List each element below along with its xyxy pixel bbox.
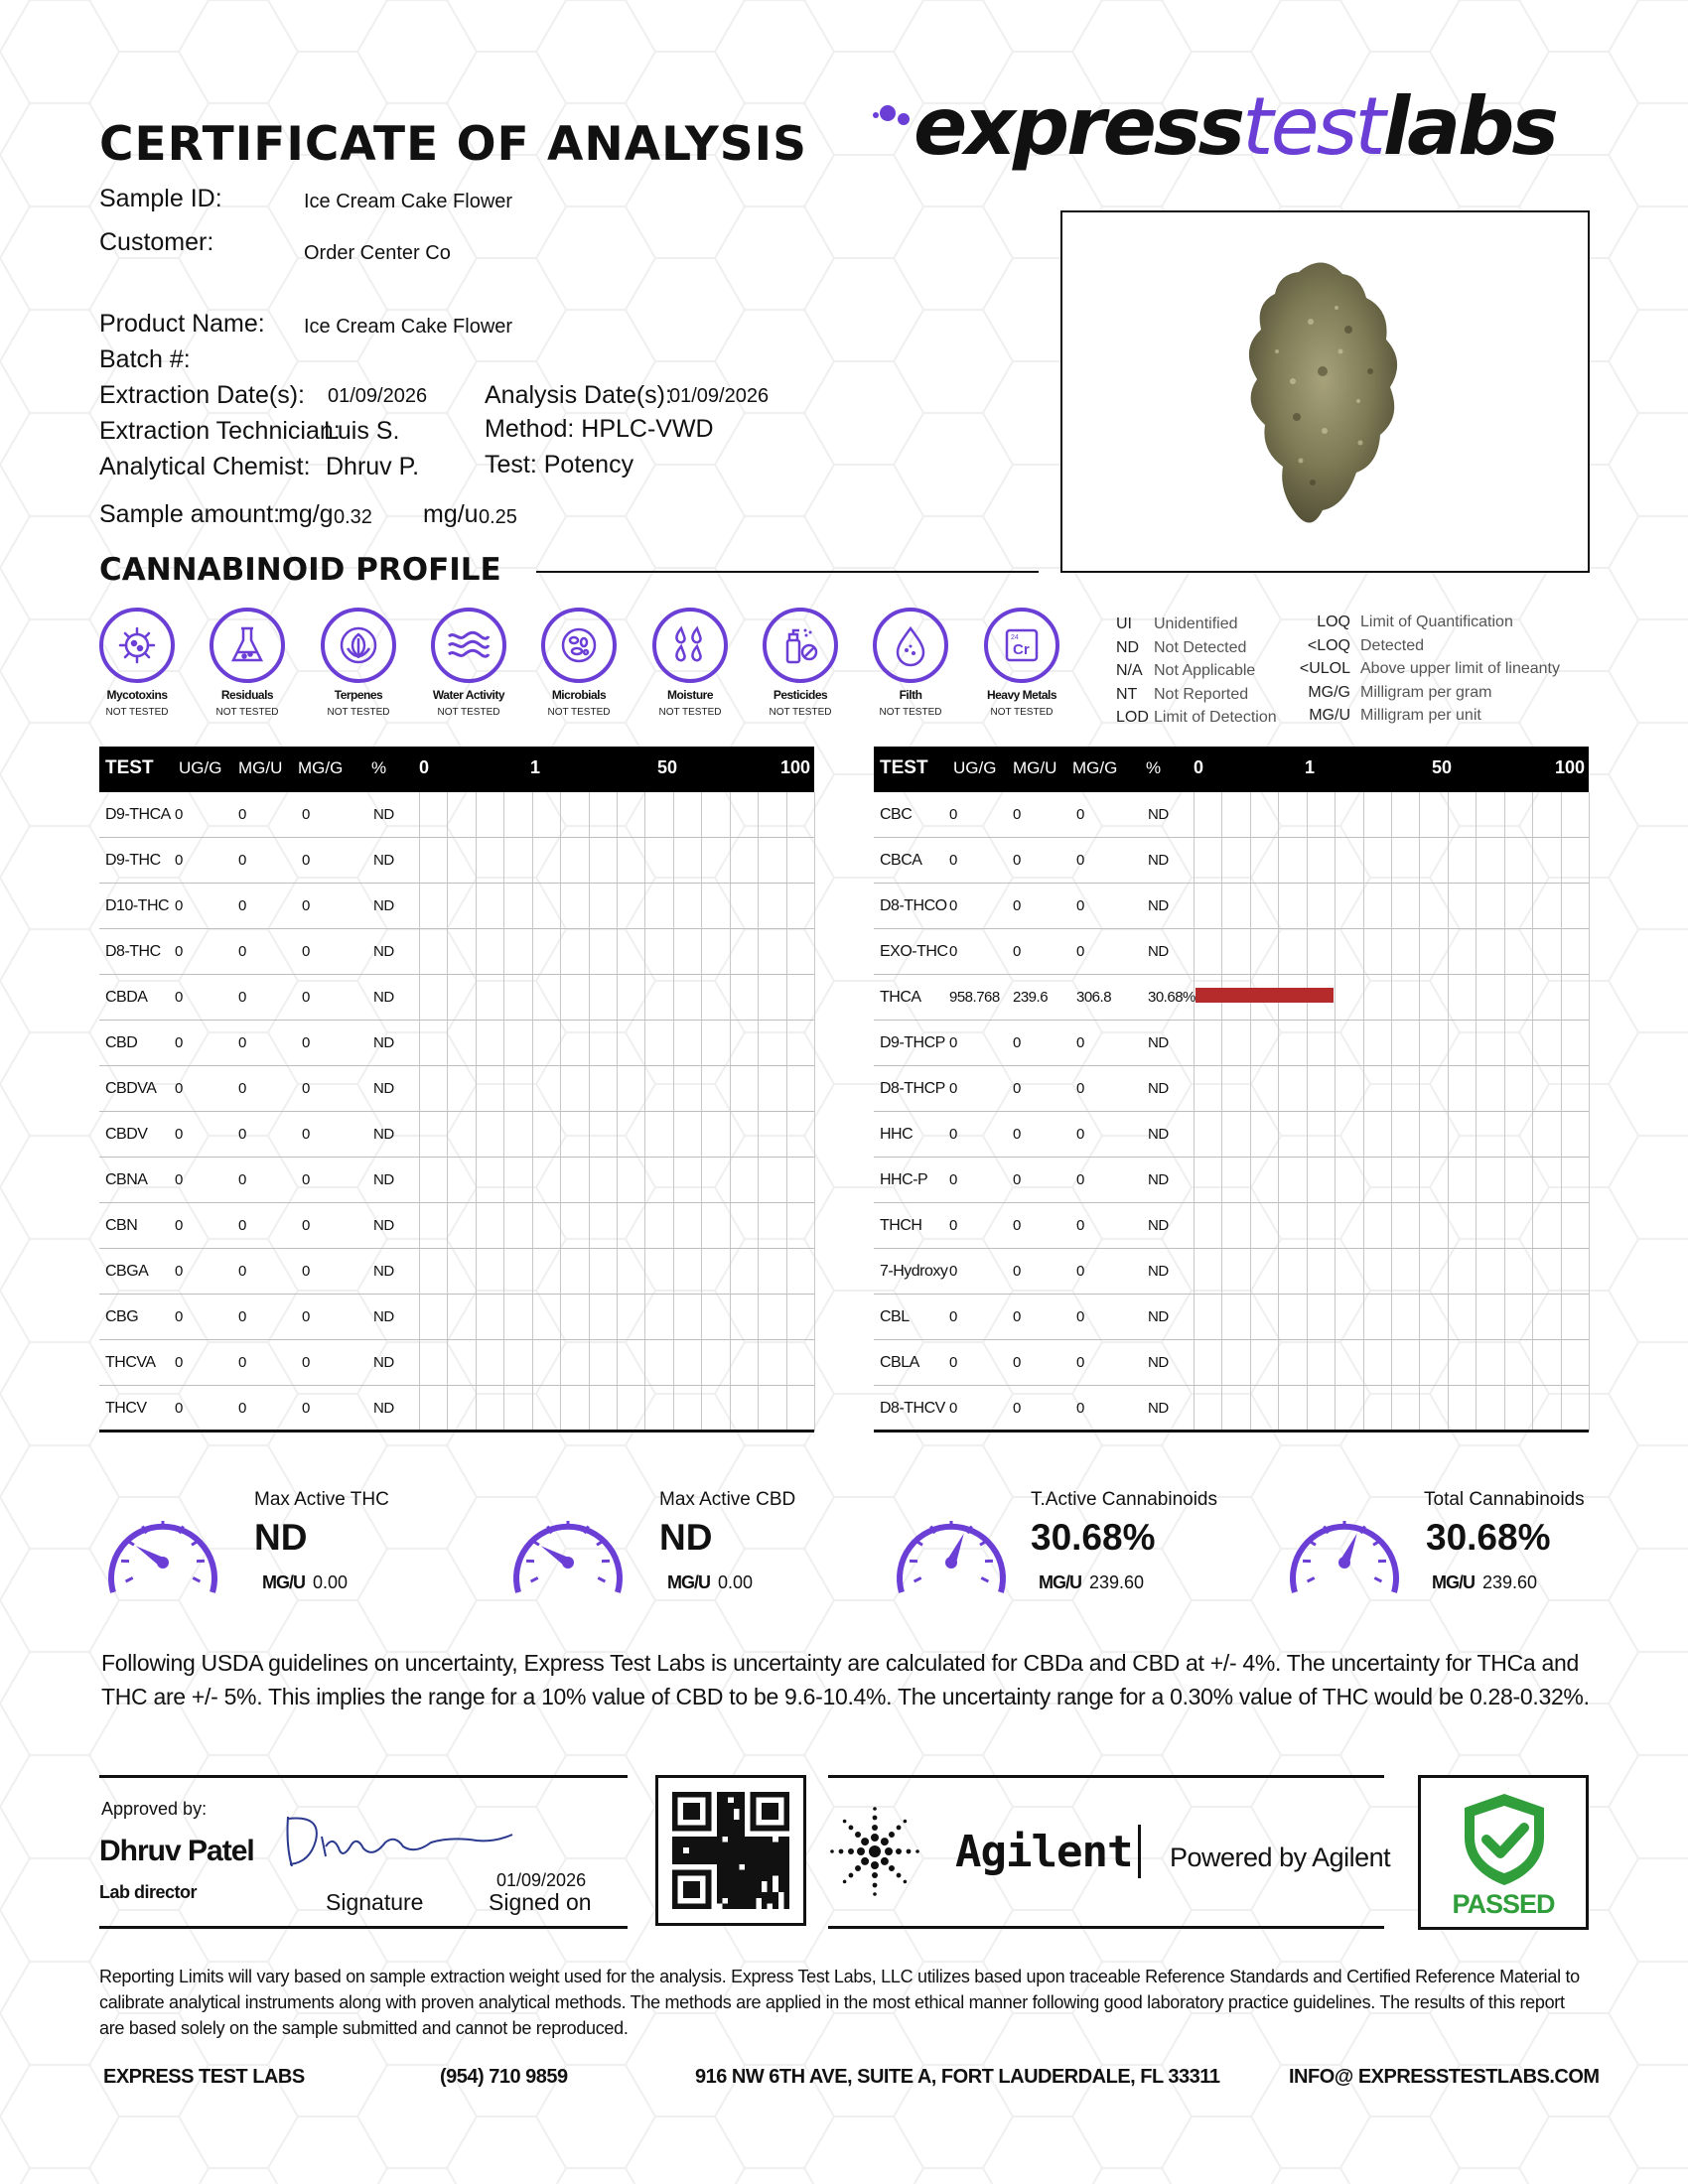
table-row xyxy=(874,1249,1589,1295)
test-value: 0 xyxy=(175,1263,183,1280)
table-row xyxy=(99,1021,814,1066)
header-cell: 50 xyxy=(657,757,678,777)
sample-amount-label: Sample amount: xyxy=(99,500,281,528)
table-row xyxy=(99,1112,814,1158)
test-value: ND xyxy=(1148,1171,1169,1188)
test-value: ND xyxy=(373,989,394,1006)
test-value: 0 xyxy=(302,1034,310,1051)
test-value: ND xyxy=(1148,897,1169,914)
test-value: 0 xyxy=(1076,1308,1084,1325)
technician-label: Extraction Technician: xyxy=(99,417,341,445)
legend-entry: ND Not Detected xyxy=(1116,638,1247,656)
signed-date: 01/09/2026 xyxy=(496,1870,587,1890)
sample-id-label: Sample ID: xyxy=(99,185,222,212)
table-row xyxy=(874,929,1589,975)
test-value: ND xyxy=(1148,1263,1169,1280)
test-value: 0 xyxy=(175,943,183,960)
test-value: 0 xyxy=(949,806,957,823)
drop-icon xyxy=(886,620,935,670)
table-row xyxy=(99,838,814,884)
test-value: ND xyxy=(1148,1400,1169,1417)
test-value: 0 xyxy=(949,943,957,960)
table-row xyxy=(99,1203,814,1249)
test-value: ND xyxy=(373,1263,394,1280)
test-value: 0 xyxy=(238,989,246,1006)
analysis-date-value: 01/09/2026 xyxy=(669,385,770,407)
test-value: 30.68% xyxy=(1148,989,1196,1006)
extraction-date-label: Extraction Date(s): xyxy=(99,381,306,409)
legend-entry: UI Unidentified xyxy=(1116,615,1238,632)
test-value: ND xyxy=(373,1308,394,1325)
test-name: EXO-THC xyxy=(880,943,948,960)
test-name: CBL xyxy=(880,1308,910,1325)
test-name: D8-THCV xyxy=(880,1400,945,1417)
test-value: 0 xyxy=(302,1126,310,1143)
test-value: 0 xyxy=(302,943,310,960)
test-name: 7-Hydroxy xyxy=(880,1263,948,1280)
test-name: THCVA xyxy=(105,1354,156,1371)
uncertainty-text: Following USDA guidelines on uncertainty, Express Test Labs is uncertainty are calculated for CBDa and CBD at +/- 4%. The uncertainty for THCa and THC are +/- 5%. This implies the range for a 10% value of CBD to be 9.6-10.4%. The uncertainty range for a 0.30% value of THC would be 0.28-0.32%. xyxy=(101,1650,1590,1709)
gauge-label: Total Cannabinoids xyxy=(1424,1489,1585,1510)
technician-value: Luis S. xyxy=(324,417,400,445)
chart-gridline xyxy=(814,792,815,1432)
chromium-element-icon xyxy=(997,620,1047,670)
test-value: 0 xyxy=(1076,1034,1084,1051)
test-text: Test: Potency xyxy=(485,451,634,478)
category-microbials: Microbials NOT TESTED xyxy=(529,608,629,718)
test-value: 0 xyxy=(302,989,310,1006)
test-value: 0 xyxy=(1013,1308,1021,1325)
test-name: D8-THCP xyxy=(880,1080,945,1097)
gauge xyxy=(1285,1489,1613,1604)
test-value: 0 xyxy=(949,852,957,869)
table-row xyxy=(874,1021,1589,1066)
test-value: ND xyxy=(373,897,394,914)
petri-dish-icon xyxy=(554,620,604,670)
header-cell: UG/G xyxy=(953,758,997,777)
test-value: 0 xyxy=(1076,852,1084,869)
header-cell: MG/U xyxy=(238,758,283,777)
test-value: 0 xyxy=(302,1263,310,1280)
test-value: 0 xyxy=(1013,1080,1021,1097)
test-value: 239.6 xyxy=(1013,989,1049,1006)
test-value: 0 xyxy=(949,1263,957,1280)
approval-bottom-line xyxy=(99,1926,628,1929)
customer-value: Order Center Co xyxy=(304,242,451,264)
test-value: 0 xyxy=(1076,897,1084,914)
table-row xyxy=(874,1066,1589,1112)
table-row xyxy=(874,884,1589,929)
header-cell: 100 xyxy=(1555,757,1586,777)
svg-text:24: 24 xyxy=(1011,634,1019,641)
sample-photo xyxy=(1060,210,1590,573)
test-value: 958.768 xyxy=(949,989,1000,1006)
legend-entry: MG/U Milligram per unit xyxy=(1309,707,1481,724)
test-name: CBNA xyxy=(105,1171,148,1188)
header-cell: 1 xyxy=(1305,757,1316,777)
test-value: 0 xyxy=(1013,897,1021,914)
table-row xyxy=(99,1386,814,1432)
test-value: 0 xyxy=(238,1354,246,1371)
test-name: THCV xyxy=(105,1400,147,1417)
gauge-label: T.Active Cannabinoids xyxy=(1031,1489,1217,1510)
test-value: 0 xyxy=(302,806,310,823)
test-value: 0 xyxy=(175,1034,183,1051)
analysis-date-label: Analysis Date(s): xyxy=(485,381,672,409)
test-value: 0 xyxy=(302,852,310,869)
test-value: 0 xyxy=(238,1126,246,1143)
flower-image xyxy=(1062,212,1588,571)
test-name: D8-THC xyxy=(105,943,161,960)
test-name: D9-THC xyxy=(105,852,161,869)
footer-disclaimer: Reporting Limits will vary based on sample extraction weight used for the analysis. Express Test Labs, LLC utilizes based upon traceable Reference Standards and Certified Reference Material to calibrate analytical instruments along with proven analytical methods. The methods are applied in the most ethical manner following good laboratory practice guidelines. The results of this report are based solely on the sample submitted and cannot be reproduced. xyxy=(99,1967,1580,2038)
leaf-icon xyxy=(334,620,383,670)
passed-badge xyxy=(1418,1775,1589,1930)
test-value: ND xyxy=(1148,1354,1169,1371)
test-value: ND xyxy=(1148,1308,1169,1325)
table-bottom-border xyxy=(99,1430,814,1433)
test-name: CBGA xyxy=(105,1263,149,1280)
qr-code[interactable] xyxy=(655,1775,806,1926)
test-value: 0 xyxy=(1076,806,1084,823)
test-value: 0 xyxy=(1013,943,1021,960)
category-heavy-metals: 24 Cr Heavy Metals NOT TESTED xyxy=(972,608,1071,718)
test-value: ND xyxy=(1148,1217,1169,1234)
category-filth: Filth NOT TESTED xyxy=(861,608,960,718)
signature-image xyxy=(282,1807,520,1876)
flask-icon xyxy=(222,620,272,670)
test-name: HHC xyxy=(880,1126,914,1143)
test-value: ND xyxy=(373,1354,394,1371)
test-value: 0 xyxy=(1076,943,1084,960)
category-terpenes: Terpenes NOT TESTED xyxy=(309,608,408,718)
gauge xyxy=(508,1489,836,1604)
test-value: 0 xyxy=(175,897,183,914)
test-value: 0 xyxy=(238,1034,246,1051)
test-value: 0 xyxy=(1076,1263,1084,1280)
test-value: ND xyxy=(1148,1034,1169,1051)
test-name: D8-THCO xyxy=(880,897,947,914)
logo-bubbles-icon xyxy=(870,103,915,143)
test-value: ND xyxy=(373,1171,394,1188)
gauge-icon xyxy=(508,1503,628,1602)
table-row xyxy=(99,975,814,1021)
mgu-label: mg/u xyxy=(423,500,479,528)
product-name-value: Ice Cream Cake Flower xyxy=(304,316,513,338)
shield-check-icon xyxy=(1455,1790,1554,1889)
header-cell: TEST xyxy=(880,757,928,778)
table-header xyxy=(99,747,814,792)
table-row xyxy=(874,838,1589,884)
svg-text:Cr: Cr xyxy=(1013,641,1030,658)
test-value: ND xyxy=(373,806,394,823)
table-bottom-border xyxy=(874,1430,1589,1433)
test-value: 0 xyxy=(1013,1263,1021,1280)
approver-role: Lab director xyxy=(99,1882,198,1902)
table-row xyxy=(99,1158,814,1203)
product-name-label: Product Name: xyxy=(99,310,265,338)
test-name: CBDVA xyxy=(105,1080,157,1097)
thca-result-bar xyxy=(1196,988,1334,1003)
test-name: D9-THCA xyxy=(105,806,171,823)
batch-label: Batch #: xyxy=(99,345,191,373)
test-value: ND xyxy=(373,1126,394,1143)
footer-company: EXPRESS TEST LABS xyxy=(103,2066,305,2088)
test-value: 0 xyxy=(1013,1126,1021,1143)
signed-on-label: Signed on xyxy=(489,1889,592,1915)
test-value: 0 xyxy=(175,1354,183,1371)
test-value: 0 xyxy=(302,897,310,914)
section-divider xyxy=(536,571,1039,573)
gauge-value: 30.68% xyxy=(1031,1517,1156,1558)
chart-gridline xyxy=(1589,792,1590,1432)
test-name: CBD xyxy=(105,1034,138,1051)
test-value: 0 xyxy=(238,1217,246,1234)
test-value: 0 xyxy=(238,1171,246,1188)
test-value: ND xyxy=(1148,806,1169,823)
gauge-value: ND xyxy=(659,1517,713,1558)
mgu-value: 0.25 xyxy=(479,506,517,528)
spray-bottle-icon xyxy=(775,620,825,670)
test-name: D10-THC xyxy=(105,897,170,914)
category-moisture: Moisture NOT TESTED xyxy=(640,608,740,718)
test-value: 0 xyxy=(949,897,957,914)
table-row xyxy=(874,1386,1589,1432)
footer-phone[interactable]: (954) 710 9859 xyxy=(440,2066,568,2088)
category-water-activity: Water Activity NOT TESTED xyxy=(419,608,518,718)
agilent-top-line xyxy=(828,1775,1384,1778)
header-cell: % xyxy=(1146,758,1162,777)
table-row xyxy=(99,792,814,838)
test-name: D9-THCP xyxy=(880,1034,945,1051)
test-value: 0 xyxy=(238,852,246,869)
agilent-bottom-line xyxy=(828,1926,1384,1929)
test-value: 306.8 xyxy=(1076,989,1112,1006)
gauge xyxy=(892,1489,1219,1604)
test-name: THCH xyxy=(880,1217,922,1234)
test-value: 0 xyxy=(302,1400,310,1417)
test-value: 0 xyxy=(238,1400,246,1417)
legend-entry: N/A Not Applicable xyxy=(1116,662,1256,679)
extraction-date-value: 01/09/2026 xyxy=(328,385,428,407)
gauge-mgu: MG/U 0.00 xyxy=(262,1572,349,1592)
gauge-label: Max Active THC xyxy=(254,1489,389,1510)
approval-top-line xyxy=(99,1775,628,1778)
test-value: 0 xyxy=(1076,1126,1084,1143)
gauge-mgu: MG/U 239.60 xyxy=(1432,1572,1538,1592)
test-name: HHC-P xyxy=(880,1171,928,1188)
test-value: 0 xyxy=(1013,806,1021,823)
test-value: 0 xyxy=(949,1034,957,1051)
table-row xyxy=(99,884,814,929)
test-value: 0 xyxy=(302,1354,310,1371)
test-name: CBDV xyxy=(105,1126,148,1143)
table-row xyxy=(99,1340,814,1386)
gauge-value: 30.68% xyxy=(1426,1517,1551,1558)
test-value: 0 xyxy=(175,1308,183,1325)
gauge-value: ND xyxy=(254,1517,308,1558)
header-cell: 0 xyxy=(1194,757,1204,777)
test-value: 0 xyxy=(238,1263,246,1280)
test-value: 0 xyxy=(949,1080,957,1097)
test-value: 0 xyxy=(1076,1354,1084,1371)
passed-label: PASSED xyxy=(1452,1889,1555,1919)
legend-entry: <LOQ Detected xyxy=(1307,636,1425,654)
test-value: 0 xyxy=(238,1308,246,1325)
test-value: 0 xyxy=(949,1217,957,1234)
test-value: 0 xyxy=(175,989,183,1006)
method-text: Method: HPLC-VWD xyxy=(485,415,714,443)
test-value: 0 xyxy=(302,1171,310,1188)
table-row xyxy=(874,1203,1589,1249)
test-value: 0 xyxy=(238,943,246,960)
waves-icon xyxy=(443,620,494,670)
test-value: 0 xyxy=(949,1400,957,1417)
test-value: ND xyxy=(1148,1126,1169,1143)
header-cell: % xyxy=(371,758,387,777)
test-value: 0 xyxy=(175,1217,183,1234)
test-value: ND xyxy=(1148,943,1169,960)
test-name: THCA xyxy=(880,989,921,1006)
test-value: 0 xyxy=(1013,1354,1021,1371)
table-row xyxy=(99,1295,814,1340)
cannabinoid-profile-title: CANNABINOID PROFILE xyxy=(99,552,501,588)
test-name: CBLA xyxy=(880,1354,919,1371)
agilent-spark-icon xyxy=(828,1805,921,1898)
test-value: 0 xyxy=(949,1308,957,1325)
legend-entry: LOD Limit of Detection xyxy=(1116,709,1277,726)
header-cell: 50 xyxy=(1432,757,1453,777)
test-value: 0 xyxy=(1076,1080,1084,1097)
test-value: 0 xyxy=(175,1126,183,1143)
qr-code-icon xyxy=(672,1792,789,1909)
test-value: ND xyxy=(373,852,394,869)
page-title: CERTIFICATE OF ANALYSIS xyxy=(99,117,807,172)
virus-icon xyxy=(112,620,162,670)
table-header xyxy=(874,747,1589,792)
test-value: 0 xyxy=(175,806,183,823)
test-value: 0 xyxy=(1013,1034,1021,1051)
test-value: 0 xyxy=(175,1400,183,1417)
test-value: ND xyxy=(373,1034,394,1051)
test-value: 0 xyxy=(1013,1217,1021,1234)
test-value: 0 xyxy=(238,1080,246,1097)
test-value: ND xyxy=(1148,1080,1169,1097)
test-name: CBC xyxy=(880,806,913,823)
chemist-label: Analytical Chemist: xyxy=(99,453,311,480)
gauge-icon xyxy=(1285,1503,1404,1602)
powered-by-text: Powered by Agilent xyxy=(1170,1843,1391,1872)
test-value: 0 xyxy=(238,806,246,823)
table-row xyxy=(99,1249,814,1295)
test-value: 0 xyxy=(1013,1171,1021,1188)
approved-by-label: Approved by: xyxy=(101,1799,208,1819)
test-value: ND xyxy=(373,1400,394,1417)
test-value: 0 xyxy=(949,1354,957,1371)
gauge-mgu: MG/U 239.60 xyxy=(1039,1572,1145,1592)
test-value: 0 xyxy=(238,897,246,914)
test-value: 0 xyxy=(302,1308,310,1325)
table-row xyxy=(874,792,1589,838)
mgg-label: mg/g xyxy=(278,500,334,528)
legend-entry: MG/G Milligram per gram xyxy=(1308,683,1492,701)
table-row xyxy=(874,1340,1589,1386)
header-cell: 1 xyxy=(530,757,541,777)
test-value: 0 xyxy=(949,1171,957,1188)
footer-email[interactable]: INFO@ EXPRESSTESTLABS.COM xyxy=(1289,2066,1600,2088)
customer-label: Customer: xyxy=(99,228,214,256)
header-cell: 0 xyxy=(419,757,430,777)
legend-entry: NT Not Reported xyxy=(1116,685,1249,703)
header-cell: MG/G xyxy=(298,758,344,777)
test-value: ND xyxy=(373,943,394,960)
test-value: 0 xyxy=(949,1126,957,1143)
test-name: CBDA xyxy=(105,989,148,1006)
test-name: CBCA xyxy=(880,852,922,869)
test-value: 0 xyxy=(1013,852,1021,869)
test-value: ND xyxy=(373,1080,394,1097)
droplets-icon xyxy=(665,620,715,670)
test-value: ND xyxy=(373,1217,394,1234)
category-mycotoxins: Mycotoxins NOT TESTED xyxy=(87,608,187,718)
test-value: 0 xyxy=(1013,1400,1021,1417)
test-name: CBN xyxy=(105,1217,138,1234)
test-value: 0 xyxy=(175,852,183,869)
table-row xyxy=(874,1158,1589,1203)
legend-entry: <ULOL Above upper limit of lineanty xyxy=(1299,660,1560,677)
test-value: 0 xyxy=(175,1171,183,1188)
gauge-icon xyxy=(892,1503,1011,1602)
category-residuals: Residuals NOT TESTED xyxy=(198,608,297,718)
chemist-value: Dhruv P. xyxy=(326,453,420,480)
table-row xyxy=(99,1066,814,1112)
gauge-mgu: MG/U 0.00 xyxy=(667,1572,754,1592)
approver-name: Dhruv Patel xyxy=(99,1835,254,1867)
test-name: CBG xyxy=(105,1308,139,1325)
header-cell: 100 xyxy=(780,757,811,777)
footer-address: 916 NW 6TH AVE, SUITE A, FORT LAUDERDALE, FL 33311 xyxy=(695,2066,1220,2088)
test-value: 0 xyxy=(1076,1400,1084,1417)
gauge-label: Max Active CBD xyxy=(659,1489,796,1510)
header-cell: UG/G xyxy=(179,758,222,777)
table-row xyxy=(874,1112,1589,1158)
agilent-divider xyxy=(1138,1825,1141,1878)
test-value: 0 xyxy=(302,1080,310,1097)
signature-label: Signature xyxy=(326,1889,424,1915)
header-cell: MG/U xyxy=(1013,758,1057,777)
sample-id-value: Ice Cream Cake Flower xyxy=(304,191,513,212)
agilent-brand: Agilent xyxy=(955,1827,1133,1877)
gauge xyxy=(103,1489,431,1604)
test-value: 0 xyxy=(1076,1217,1084,1234)
legend-entry: LOQ Limit of Quantification xyxy=(1317,614,1513,630)
test-value: 0 xyxy=(302,1217,310,1234)
test-value: 0 xyxy=(175,1080,183,1097)
table-row xyxy=(99,929,814,975)
company-logo: expresstestlabs xyxy=(914,80,1557,173)
test-value: 0 xyxy=(1076,1171,1084,1188)
header-cell: TEST xyxy=(105,757,154,778)
header-cell: MG/G xyxy=(1072,758,1118,777)
gauge-icon xyxy=(103,1503,222,1602)
test-value: ND xyxy=(1148,852,1169,869)
table-row xyxy=(874,1295,1589,1340)
mgg-value: 0.32 xyxy=(334,506,372,528)
category-pesticides: Pesticides NOT TESTED xyxy=(751,608,850,718)
